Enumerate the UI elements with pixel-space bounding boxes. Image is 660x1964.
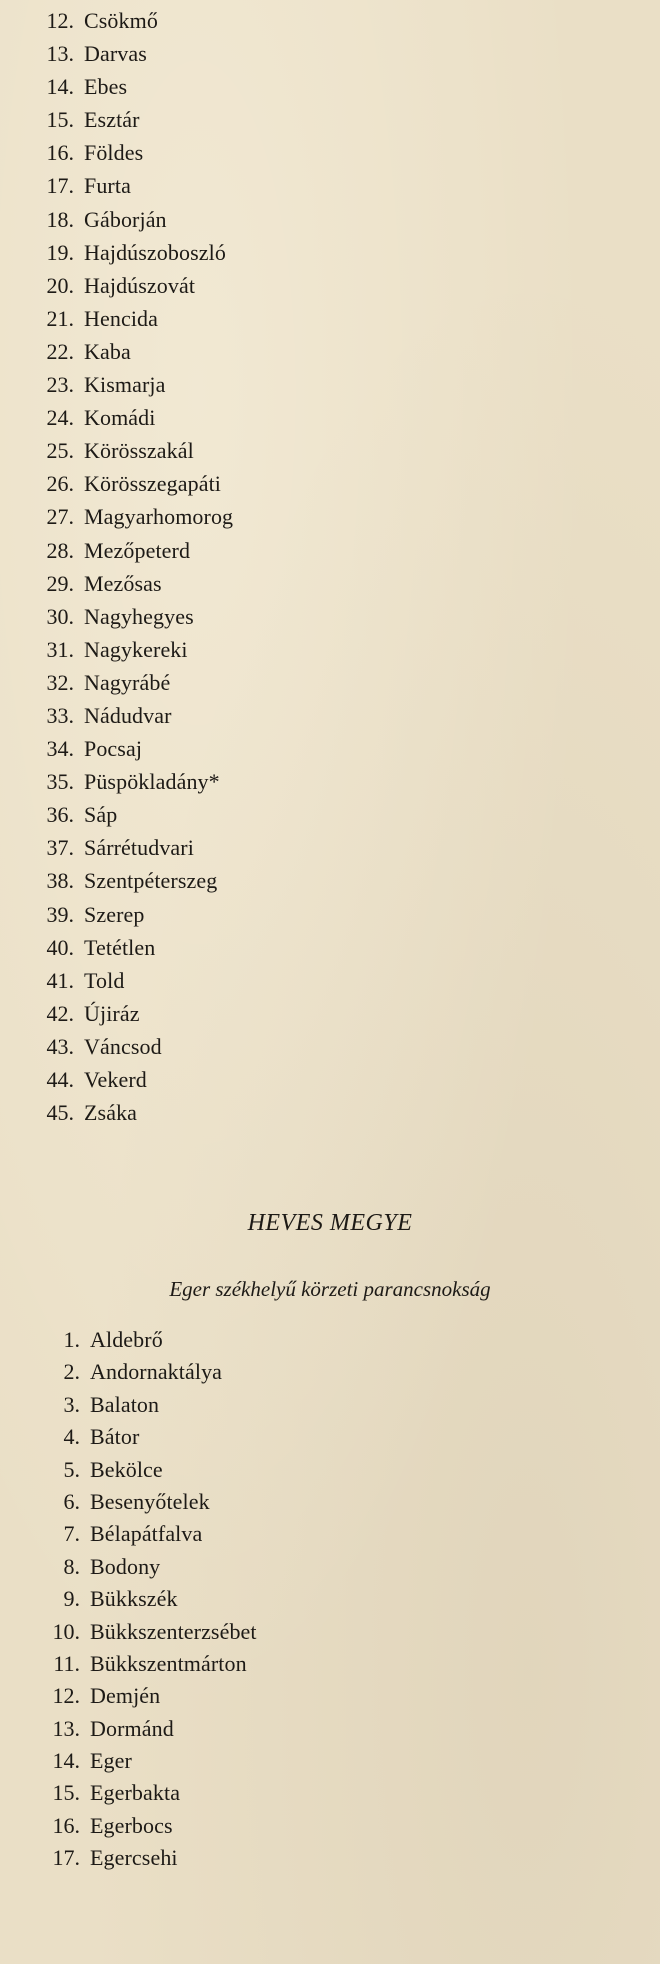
item-number: 40. [46, 934, 74, 960]
settlement-name: Sáp [84, 802, 118, 828]
settlement-name: Bükkszenterzsébet [90, 1618, 257, 1644]
list-item [38, 1583, 257, 1615]
settlement-name: Bátor [90, 1424, 140, 1450]
item-number: 2. [63, 1359, 80, 1385]
item-number: 14. [52, 1748, 80, 1774]
list-item [32, 269, 233, 302]
settlement-name: Aldebrő [90, 1327, 163, 1352]
item-number: 18. [46, 206, 74, 232]
settlement-name: Nagyhegyes [84, 603, 194, 629]
settlement-name: Eger [90, 1748, 132, 1774]
settlement-name: Nagykereki [84, 636, 188, 662]
settlement-name: Balaton [90, 1391, 160, 1417]
item-number: 42. [46, 1000, 74, 1026]
list-item [38, 1389, 257, 1421]
list-item [38, 1777, 257, 1809]
list-item [32, 169, 233, 202]
item-number: 38. [46, 868, 74, 894]
list-item [38, 1454, 257, 1486]
settlement-name: Bükkszék [90, 1586, 178, 1612]
settlement-name: Kismarja [84, 372, 166, 398]
list-item [32, 732, 233, 765]
list-item [32, 136, 233, 169]
list-item [38, 1680, 257, 1712]
settlement-name: Pocsaj [84, 736, 143, 762]
item-number: 20. [46, 272, 74, 298]
settlement-name: Sárrétudvari [84, 835, 194, 861]
list-item [38, 1616, 257, 1648]
item-number: 25. [46, 438, 74, 464]
settlement-name: Mezősas [84, 570, 162, 596]
item-number: 13. [46, 41, 74, 67]
item-number: 35. [46, 769, 74, 795]
item-number: 34. [46, 736, 74, 762]
item-number: 23. [46, 372, 74, 398]
settlement-name: Egerbakta [90, 1780, 181, 1806]
settlement-name: Darvas [84, 41, 147, 67]
item-number: 15. [52, 1780, 80, 1806]
item-number: 5. [63, 1456, 80, 1482]
item-number: 22. [46, 338, 74, 364]
settlement-name: Bélapátfalva [90, 1521, 203, 1547]
settlement-name: Körösszakál [84, 438, 194, 464]
item-number: 37. [46, 835, 74, 861]
settlement-name: Hajdúszovát [84, 272, 196, 298]
list-item [38, 1486, 257, 1518]
list-item [32, 368, 233, 401]
item-number: 21. [46, 305, 74, 331]
list-item [32, 236, 233, 269]
settlement-name: Dormánd [90, 1715, 174, 1741]
settlement-name: Tetétlen [84, 934, 156, 960]
settlement-name: Szentpéterszeg [84, 868, 218, 894]
settlement-name: Szerep [84, 901, 145, 927]
settlement-name: Komádi [84, 405, 156, 431]
item-number: 26. [46, 471, 74, 497]
list-item [32, 302, 233, 335]
settlement-name: Andornaktálya [90, 1359, 223, 1385]
item-number: 7. [63, 1521, 80, 1547]
item-number: 6. [63, 1488, 80, 1514]
list-item [32, 831, 233, 864]
list-item [38, 1713, 257, 1745]
settlement-list-continued [32, 4, 233, 1129]
item-number: 15. [46, 107, 74, 133]
list-item [32, 633, 233, 666]
list-item [38, 1810, 257, 1842]
item-number: 8. [63, 1553, 80, 1579]
item-number: 43. [46, 1033, 74, 1059]
list-item [32, 864, 233, 897]
list-item [32, 103, 233, 136]
list-item [32, 335, 233, 368]
item-number: 17. [46, 173, 74, 199]
settlement-name: Furta [84, 173, 131, 199]
settlement-name: Esztár [84, 107, 140, 133]
list-item [38, 1842, 257, 1874]
list-item [32, 964, 233, 997]
settlement-name: Egercsehi [90, 1845, 178, 1871]
settlement-name: Nagyrábé [84, 669, 171, 695]
item-number: 29. [46, 570, 74, 596]
item-number: 31. [46, 636, 74, 662]
list-item [32, 4, 233, 37]
item-number: 11. [53, 1650, 80, 1676]
list-item [38, 1518, 257, 1550]
list-item [32, 898, 233, 931]
list-item [32, 434, 233, 467]
item-number: 12. [46, 8, 74, 33]
item-number: 16. [52, 1812, 80, 1838]
item-number: 45. [46, 1100, 74, 1126]
list-item [38, 1648, 257, 1680]
settlement-name: Mezőpeterd [84, 537, 191, 563]
list-item [32, 666, 233, 699]
district-command-subheading: Eger székhelyű körzeti parancsnokság [169, 1277, 491, 1301]
item-number: 32. [46, 669, 74, 695]
list-item [32, 70, 233, 103]
item-number: 33. [46, 702, 74, 728]
item-number: 44. [46, 1067, 74, 1092]
settlement-name: Besenyőtelek [90, 1488, 210, 1514]
item-number: 27. [46, 504, 74, 530]
settlement-name: Újiráz [84, 1000, 140, 1026]
list-item [32, 534, 233, 567]
settlement-name: Körösszegapáti [84, 471, 222, 497]
settlement-name: Egerbocs [90, 1812, 173, 1838]
settlement-name: Kaba [84, 338, 131, 364]
item-number: 9. [63, 1586, 80, 1612]
settlement-name: Ebes [84, 74, 128, 100]
item-number: 19. [46, 239, 74, 265]
item-number: 17. [52, 1845, 80, 1871]
settlement-name: Bükkszentmárton [90, 1650, 247, 1676]
list-item [32, 467, 233, 500]
list-item [32, 997, 233, 1030]
list-item [38, 1551, 257, 1583]
settlement-name: Bekölce [90, 1456, 163, 1482]
item-number: 14. [46, 74, 74, 100]
item-number: 41. [46, 967, 74, 993]
item-number: 12. [52, 1683, 80, 1709]
list-item [32, 600, 233, 633]
item-number: 16. [46, 140, 74, 166]
settlement-name: Demjén [90, 1683, 161, 1709]
list-item [32, 567, 233, 600]
settlement-name: Vekerd [84, 1067, 147, 1092]
list-item [32, 699, 233, 732]
item-number: 10. [52, 1618, 80, 1644]
settlement-name: Hencida [84, 305, 158, 331]
list-item [32, 401, 233, 434]
list-item [38, 1745, 257, 1777]
list-item [32, 37, 233, 70]
settlement-name: Told [84, 967, 125, 993]
settlement-name: Csökmő [84, 8, 158, 33]
list-item [32, 1096, 233, 1129]
settlement-name: Püspökladány* [84, 769, 220, 795]
item-number: 4. [63, 1424, 80, 1450]
list-item [32, 203, 233, 236]
list-item [32, 798, 233, 831]
list-item [38, 1356, 257, 1388]
settlement-name: Földes [84, 140, 144, 166]
settlement-name: Nádudvar [84, 702, 172, 728]
item-number: 13. [52, 1715, 80, 1741]
settlement-name: Hajdúszoboszló [84, 239, 226, 265]
settlement-name: Gáborján [84, 206, 167, 232]
settlement-name: Zsáka [84, 1100, 138, 1126]
list-item [32, 500, 233, 533]
item-number: 24. [46, 405, 74, 431]
settlement-name: Bodony [90, 1553, 161, 1579]
item-number: 3. [63, 1391, 80, 1417]
list-item [32, 931, 233, 964]
list-item [38, 1324, 257, 1356]
settlement-name: Magyarhomorog [84, 504, 234, 530]
item-number: 1. [63, 1327, 80, 1352]
item-number: 28. [46, 537, 74, 563]
item-number: 36. [46, 802, 74, 828]
item-number: 30. [46, 603, 74, 629]
settlement-name: Váncsod [84, 1033, 162, 1059]
county-heading: HEVES MEGYE [247, 1210, 413, 1236]
item-number: 39. [46, 901, 74, 927]
settlement-list-heves [38, 1324, 257, 1875]
list-item [32, 1030, 233, 1063]
list-item [32, 1063, 233, 1096]
list-item [38, 1421, 257, 1453]
list-item [32, 765, 233, 798]
